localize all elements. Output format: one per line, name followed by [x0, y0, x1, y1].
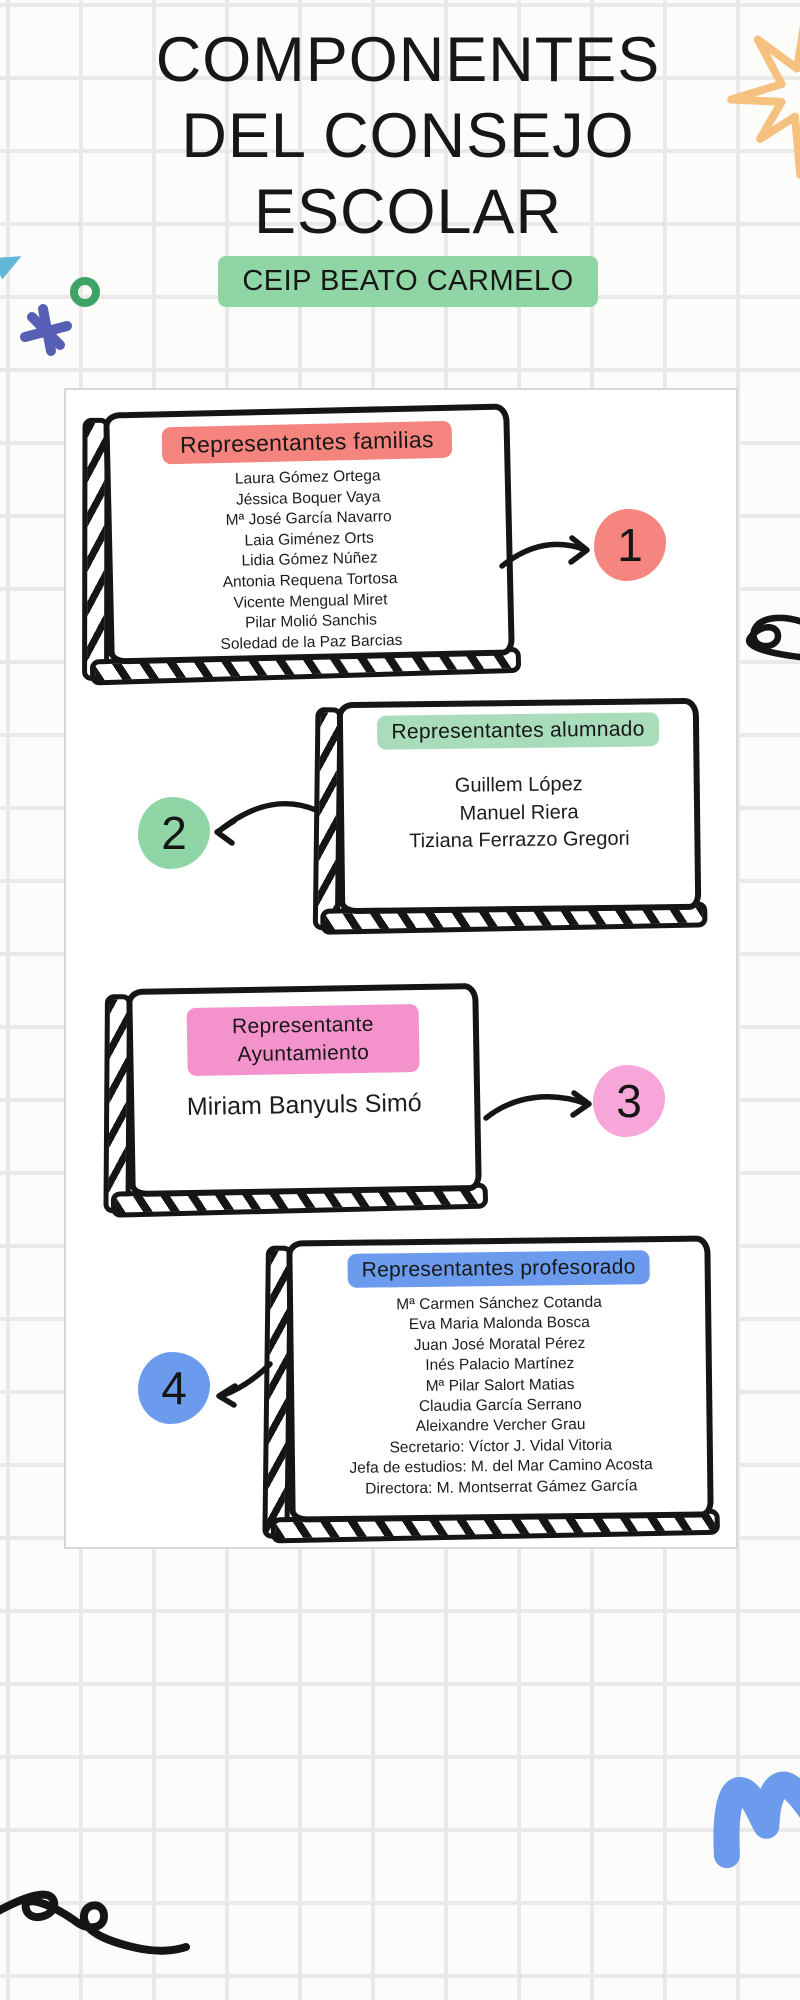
group-label-pill: Representantes profesorado	[347, 1250, 649, 1288]
member-name: Laura Gómez Ortega	[234, 467, 381, 488]
page-title-line-1: COMPONENTES	[155, 25, 661, 95]
group-familias	[103, 403, 515, 664]
member-name: Lidia Gómez Núñez	[241, 549, 378, 570]
group-familias-panel	[103, 403, 515, 664]
starburst-icon	[706, 8, 800, 178]
member-name: Mª Pilar Salort Matias	[425, 1375, 575, 1395]
subtitle-row	[8, 256, 800, 307]
badge-4: 4	[138, 1352, 210, 1424]
scribble-m-icon	[695, 1721, 800, 1869]
arrow-4-head	[219, 1386, 235, 1405]
page-title-line-2: DEL CONSEJO	[181, 101, 635, 171]
member-name: Jéssica Boquer Vaya	[235, 487, 381, 509]
member-list	[408, 771, 629, 856]
asterisk-icon	[22, 305, 70, 355]
page-title	[8, 22, 800, 250]
member-name: Juan José Moratal Pérez	[413, 1334, 586, 1354]
arrow-3-head	[573, 1093, 589, 1115]
group-profesorado	[286, 1235, 713, 1522]
group-alumnado-panel	[337, 698, 702, 914]
member-name: Secretario: Víctor J. Vidal Vitoria	[389, 1436, 613, 1457]
group-ayuntamiento	[126, 983, 482, 1197]
member-name: Eva Maria Malonda Bosca	[408, 1314, 590, 1334]
member-name: Mª Carmen Sánchez Cotanda	[396, 1293, 602, 1314]
member-list	[347, 1292, 653, 1500]
double-loop-squiggle-icon	[0, 1878, 205, 1978]
member-name: Guillem López	[454, 773, 583, 797]
group-ayuntamiento-panel	[126, 983, 482, 1197]
arrow-2-head	[217, 821, 234, 843]
member-name: Jefa de estudios: M. del Mar Camino Acosta	[349, 1456, 653, 1478]
loop-squiggle-right-icon	[728, 598, 800, 673]
member-name: Directora: M. Montserrat Gámez García	[365, 1476, 638, 1498]
member-name: Mª José García Navarro	[225, 508, 392, 530]
arrow-2	[219, 804, 316, 831]
group-label-pill: Representante Ayuntamiento	[187, 1004, 420, 1076]
arrow-4	[221, 1364, 270, 1396]
badge-1: 1	[594, 509, 666, 581]
school-name-badge: CEIP BEATO CARMELO	[218, 256, 597, 307]
member-name: Tiziana Ferrazzo Gregori	[409, 827, 630, 853]
member-name: Aleixandre Vercher Grau	[415, 1416, 586, 1436]
member-list	[187, 1088, 422, 1122]
badge-2: 2	[138, 797, 210, 869]
arrow-1-head	[571, 538, 587, 562]
member-name: Antonia Requena Tortosa	[222, 569, 398, 591]
content-card	[64, 388, 738, 1549]
group-profesorado-panel	[286, 1235, 713, 1522]
arrow-1	[502, 544, 586, 566]
member-name: Inés Palacio Martínez	[425, 1355, 575, 1375]
member-name: Miriam Banyuls Simó	[186, 1088, 422, 1122]
member-name: Claudia García Serrano	[418, 1396, 582, 1416]
member-name: Laia Giménez Orts	[244, 529, 374, 550]
arrow-3	[486, 1097, 587, 1118]
ring-icon	[70, 277, 100, 307]
group-label-pill: Representantes alumnado	[377, 712, 659, 749]
member-name: Pilar Molió Sanchis	[244, 611, 378, 632]
page-title-line-3: ESCOLAR	[253, 177, 563, 247]
group-label-pill: Representantes familias	[162, 421, 452, 465]
badge-3: 3	[593, 1065, 665, 1137]
member-list	[217, 466, 403, 655]
cursor-arrow-icon	[0, 252, 32, 292]
group-alumnado	[337, 698, 702, 914]
member-name: Vicente Mengual Miret	[233, 590, 388, 612]
member-name: Soledad de la Paz Barcias	[220, 631, 403, 653]
member-name: Manuel Riera	[459, 800, 579, 825]
